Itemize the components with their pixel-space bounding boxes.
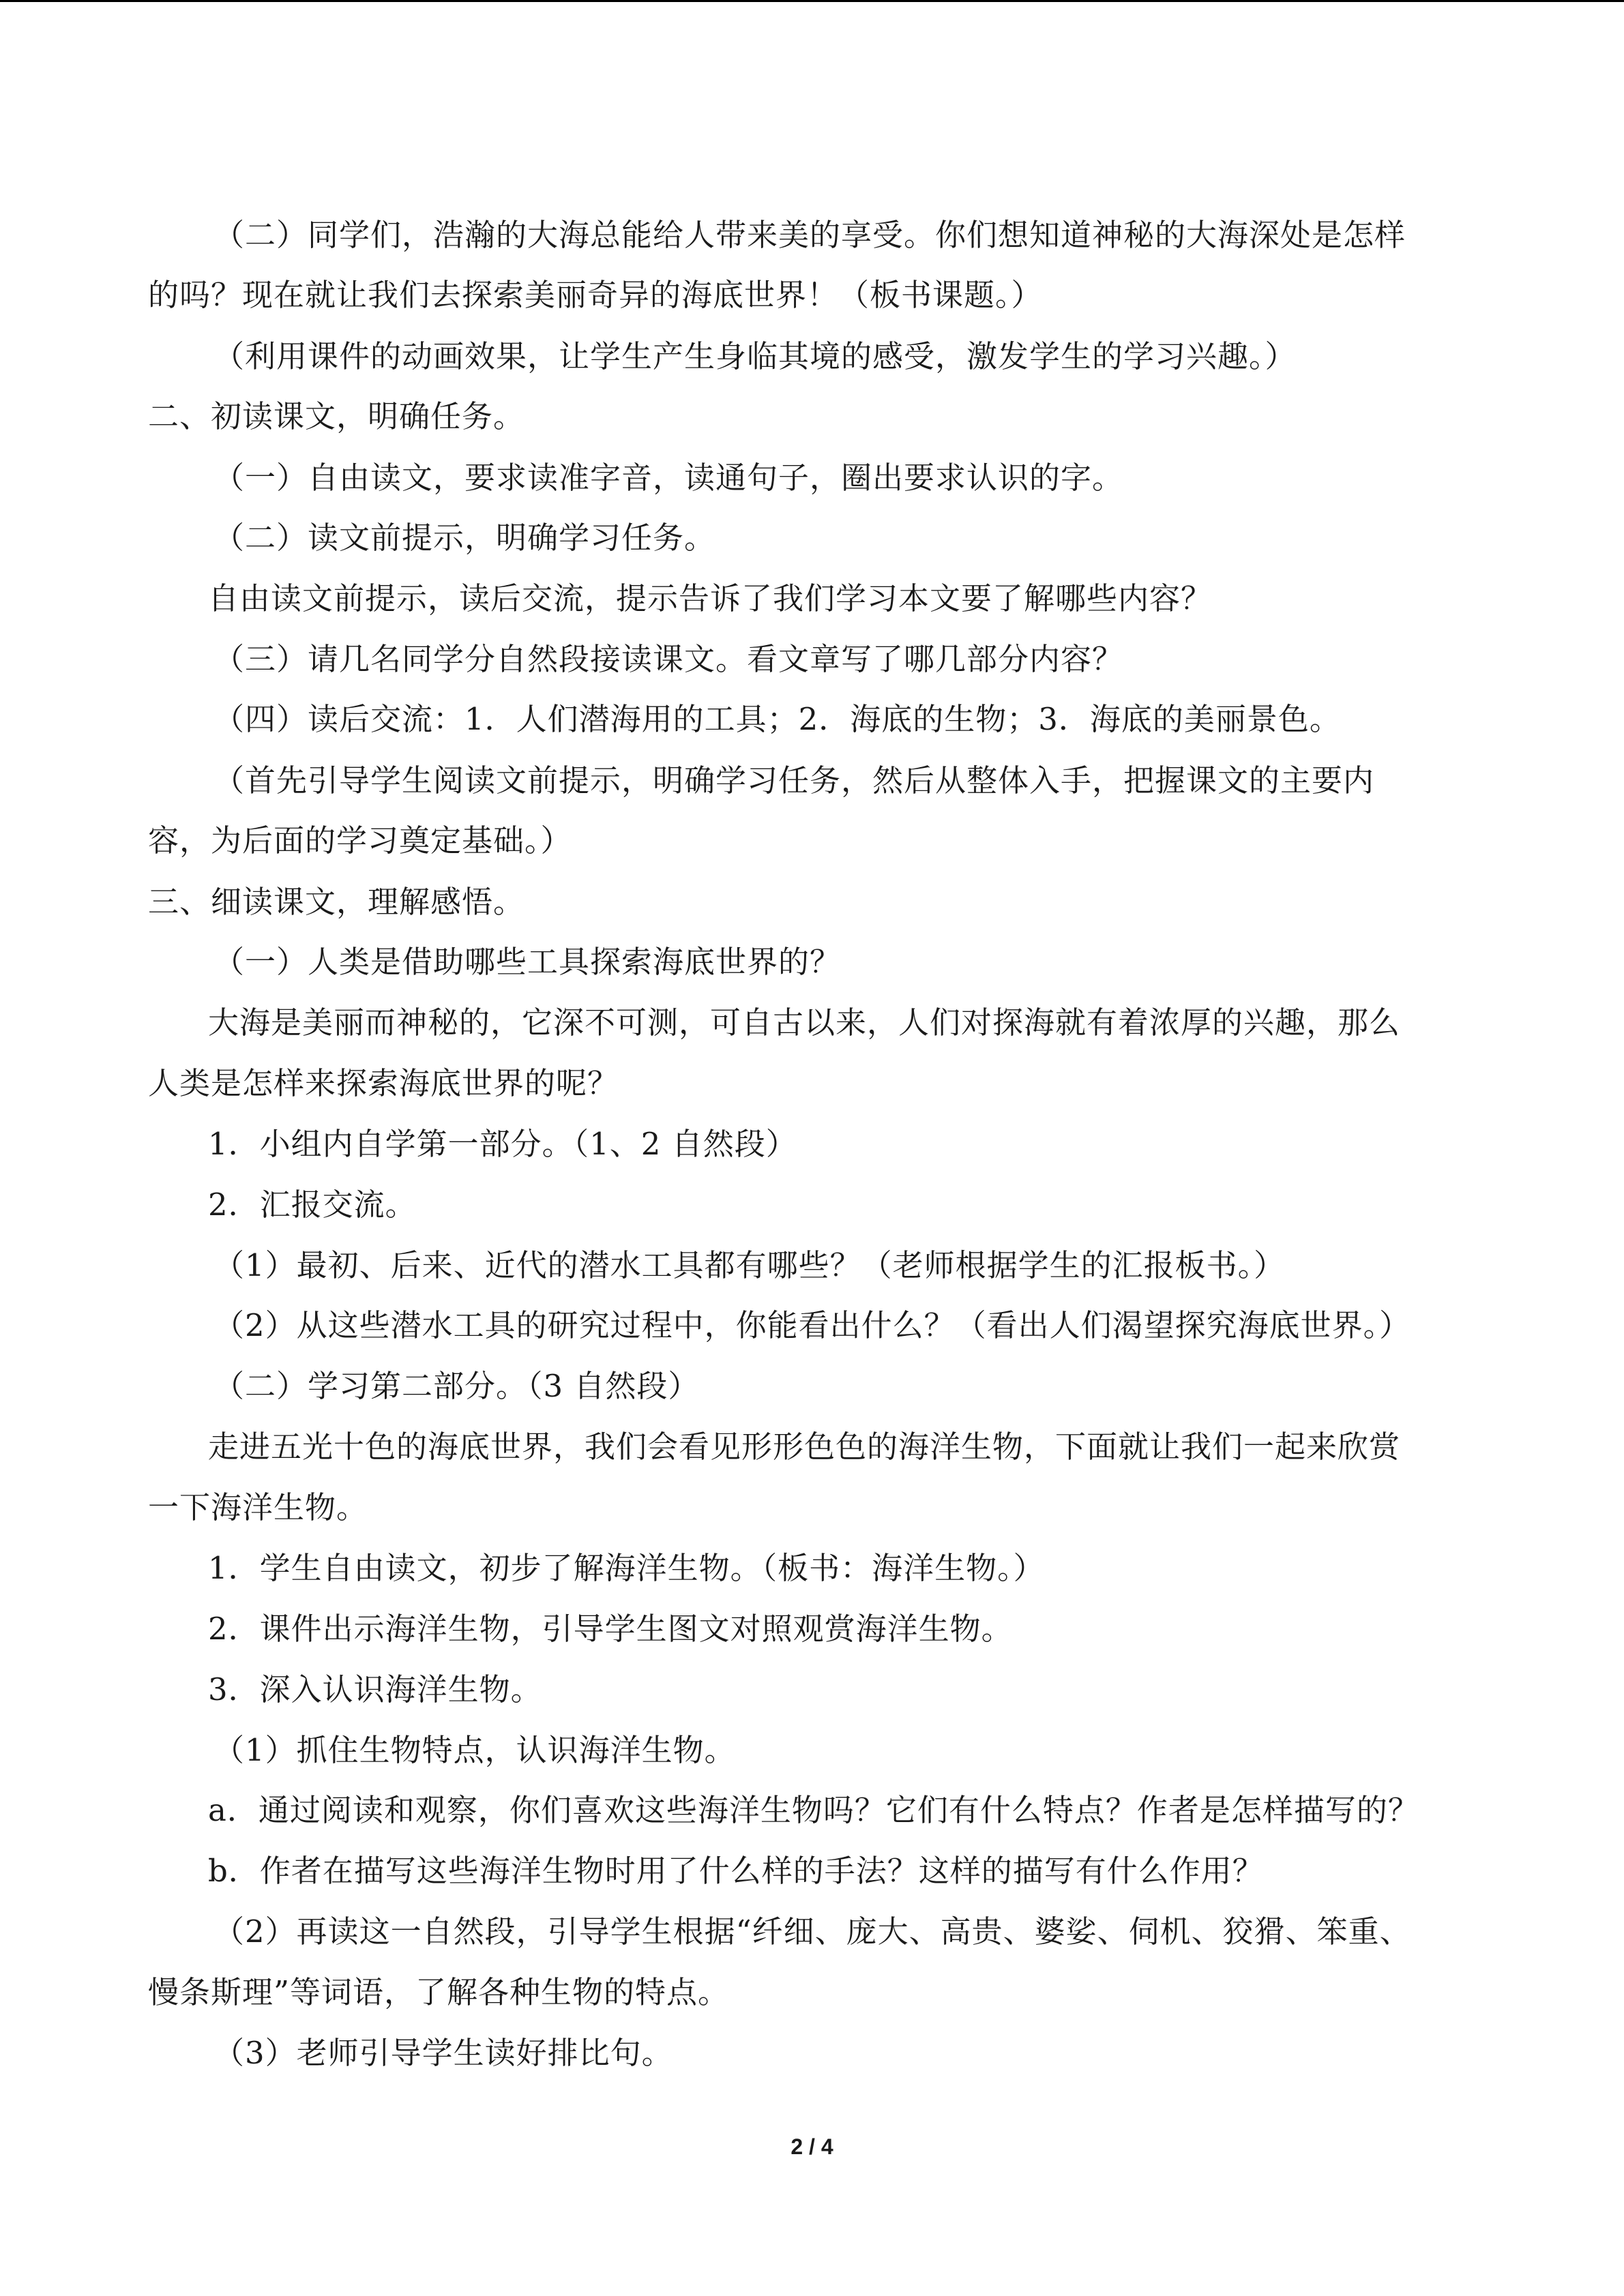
paragraph-line: 2．课件出示海洋生物，引导学生图文对照观赏海洋生物。 [208,1611,1013,1647]
paragraph-line: 1．小组内自学第一部分。（1、2 自然段） [208,1126,797,1162]
section-heading: 三、细读课文，理解感悟。 [148,884,525,920]
section-heading: 二、初读课文，明确任务。 [148,398,525,434]
paragraph-line: （2）从这些潜水工具的研究过程中，你能看出什么？（看出人们渴望探究海底世界。） [213,1307,1411,1343]
paragraph-line: 人类是怎样来探索海底世界的呢？ [148,1065,619,1101]
paragraph-line: 2．汇报交流。 [208,1187,417,1223]
paragraph-line: 3．深入认识海洋生物。 [208,1671,542,1708]
paragraph-line: （一）自由读文，要求读准字音，读通句子，圈出要求认识的字。 [213,460,1124,496]
paragraph-line: b．作者在描写这些海洋生物时用了什么样的手法？这样的描写有什么作用？ [208,1853,1264,1889]
paragraph-line: 大海是美丽而神秘的，它深不可测，可自古以来，人们对探海就有着浓厚的兴趣，那么 [208,1004,1401,1041]
paragraph-line: 走进五光十色的海底世界，我们会看见形形色色的海洋生物，下面就让我们一起来欣赏 [208,1429,1401,1465]
paragraph-line: （2）再读这一自然段，引导学生根据“纤细、庞大、高贵、婆娑、伺机、狡猾、笨重、 [213,1913,1411,1950]
paragraph-line: （首先引导学生阅读文前提示，明确学习任务，然后从整体入手，把握课文的主要内 [213,762,1375,799]
paragraph-line: 的吗？现在就让我们去探索美丽奇异的海底世界！（板书课题。） [148,277,1043,313]
paragraph-line: （四）读后交流：1．人们潜海用的工具；2．海底的生物；3．海底的美丽景色。 [213,701,1341,737]
paragraph-line: （一）人类是借助哪些工具探索海底世界的？ [213,944,842,980]
paragraph-line: （二）学习第二部分。（3 自然段） [213,1368,700,1404]
top-border-rule [0,0,1624,2]
paragraph-line: （3）老师引导学生读好排比句。 [213,2035,673,2071]
paragraph-line: 1．学生自由读文，初步了解海洋生物。（板书：海洋生物。） [208,1550,1045,1586]
paragraph-line: （1）抓住生物特点，认识海洋生物。 [213,1732,736,1768]
paragraph-line: 容，为后面的学习奠定基础。） [148,822,572,859]
paragraph-line: （利用课件的动画效果，让学生产生身临其境的感受，激发学生的学习兴趣。） [213,338,1297,374]
paragraph-line: 慢条斯理”等词语，了解各种生物的特点。 [148,1974,730,2010]
page-number: 2 / 4 [791,2134,833,2159]
paragraph-line: （二）同学们，浩瀚的大海总能给人带来美的享受。你们想知道神秘的大海深处是怎样 [213,217,1406,253]
paragraph-line: 一下海洋生物。 [148,1489,368,1525]
paragraph-line: （1）最初、后来、近代的潜水工具都有哪些？（老师根据学生的汇报板书。） [213,1247,1286,1283]
paragraph-line: （三）请几名同学分自然段接读课文。看文章写了哪几部分内容？ [213,641,1124,677]
paragraph-line: 自由读文前提示，读后交流，提示告诉了我们学习本文要了解哪些内容？ [208,580,1213,616]
paragraph-line: a．通过阅读和观察，你们喜欢这些海洋生物吗？它们有什么特点？作者是怎样描写的？ [208,1792,1419,1828]
paragraph-line: （二）读文前提示，明确学习任务。 [213,520,716,556]
